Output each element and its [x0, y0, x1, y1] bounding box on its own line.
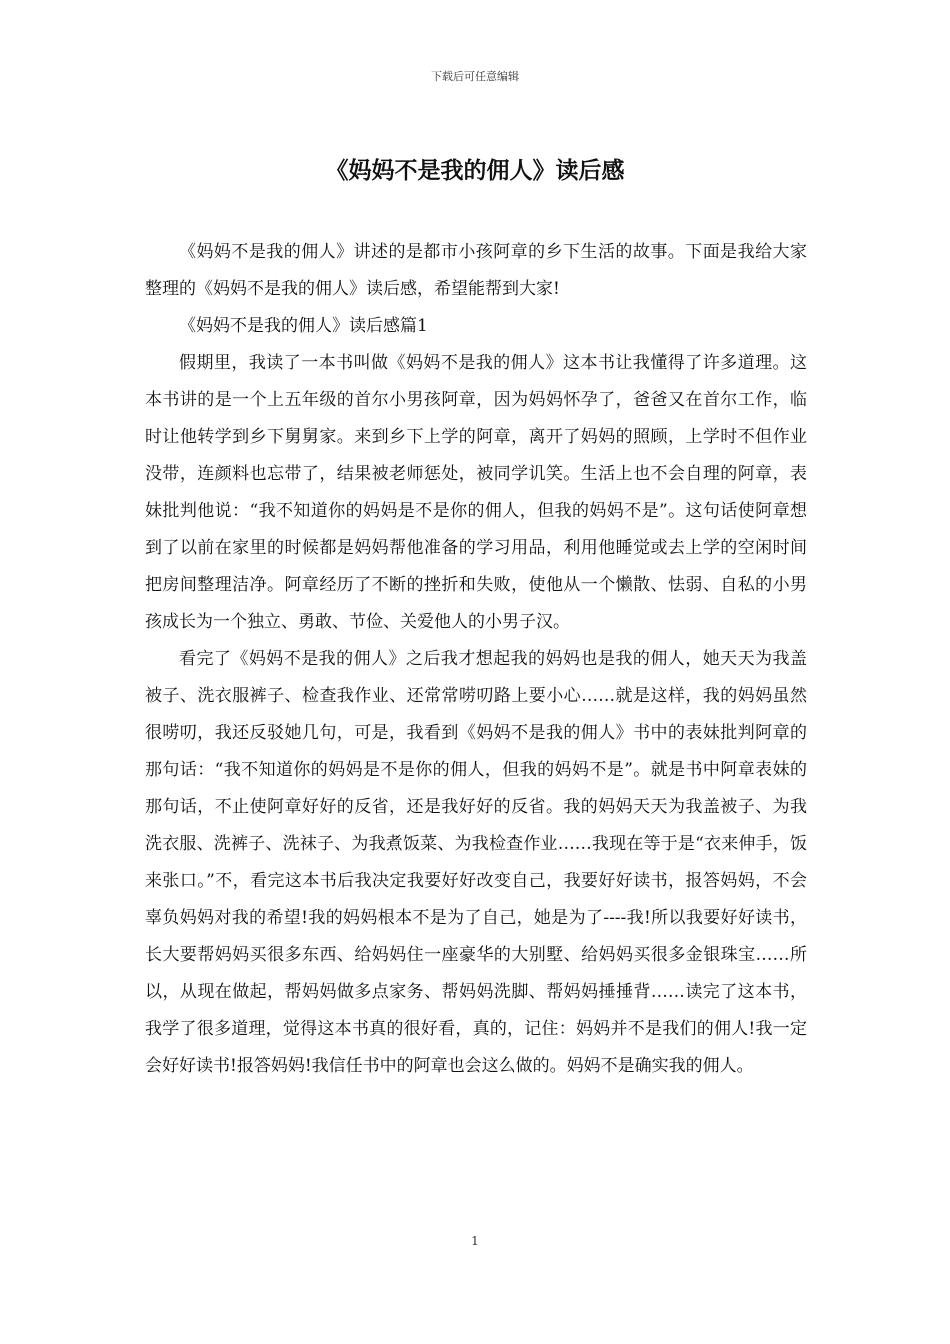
body-paragraph: 看完了《妈妈不是我的佣人》之后我才想起我的妈妈也是我的佣人，她天天为我盖被子、洗衣服裤子、检查我作业、还常常唠叨路上要小心……就是这样，我的妈妈虽然很唠叨，我还反驳她几句，可是，我看到《妈妈不是我的佣人》书中的表妹批判阿章的那句话：“我不知道你的妈妈是不是你的佣人，但我的妈妈不是”。就是书中阿章表妹的那句话，不止使阿章好好的反省，还是我好好的反省。我的妈妈天天为我盖被子、为我洗衣服、洗裤子、洗袜子、为我煮饭菜、为我检查作业……我现在等于是“衣来伸手，饭来张口。”不，看完这本书后我决定我要好好改变自己，我要好好读书，报答妈妈，不会辜负妈妈对我的希望!我的妈妈根本不是为了自己，她是为了----我!所以我要好好读书，长大要帮妈妈买很多东西、给妈妈住一座豪华的大别墅、给妈妈买很多金银珠宝……所以，从现在做起，帮妈妈做多点家务、帮妈妈洗脚、帮妈妈捶捶背……读完了这本书，我学了很多道理，觉得这本书真的很好看，真的，记住：妈妈并不是我们的佣人!我一定会好好读书!报答妈妈!我信任书中的阿章也会这么做的。妈妈不是确实我的佣人。: [145, 649, 807, 1076]
page-number: 1: [471, 1234, 479, 1248]
section-heading: 《妈妈不是我的佣人》读后感篇1: [179, 316, 428, 336]
header-note: 下载后可任意编辑: [431, 70, 519, 83]
document-title: 《妈妈不是我的佣人》读后感: [325, 157, 625, 184]
intro-paragraph: 《妈妈不是我的佣人》讲述的是都市小孩阿章的乡下生活的故事。下面是我给大家整理的《妈妈不是我的佣人》读后感，希望能帮到大家!: [145, 242, 807, 299]
body-paragraph: 假期里，我读了一本书叫做《妈妈不是我的佣人》这本书让我懂得了许多道理。这本书讲的是一个上五年级的首尔小男孩阿章，因为妈妈怀孕了，爸爸又在首尔工作，临时让他转学到乡下舅舅家。来到乡下上学的阿章，离开了妈妈的照顾，上学时不但作业没带，连颜料也忘带了，结果被老师惩处，被同学讥笑。生活上也不会自理的阿章，表妹批判他说：“我不知道你的妈妈是不是你的佣人，但我的妈妈不是”。这句话使阿章想到了以前在家里的时候都是妈妈帮他准备的学习用品，利用他睡觉或去上学的空闲时间把房间整理洁净。阿章经历了不断的挫折和失败，使他从一个懒散、怯弱、自私的小男孩成长为一个独立、勇敢、节俭、关爱他人的小男子汉。: [145, 353, 807, 632]
document-body: [145, 234, 807, 1085]
